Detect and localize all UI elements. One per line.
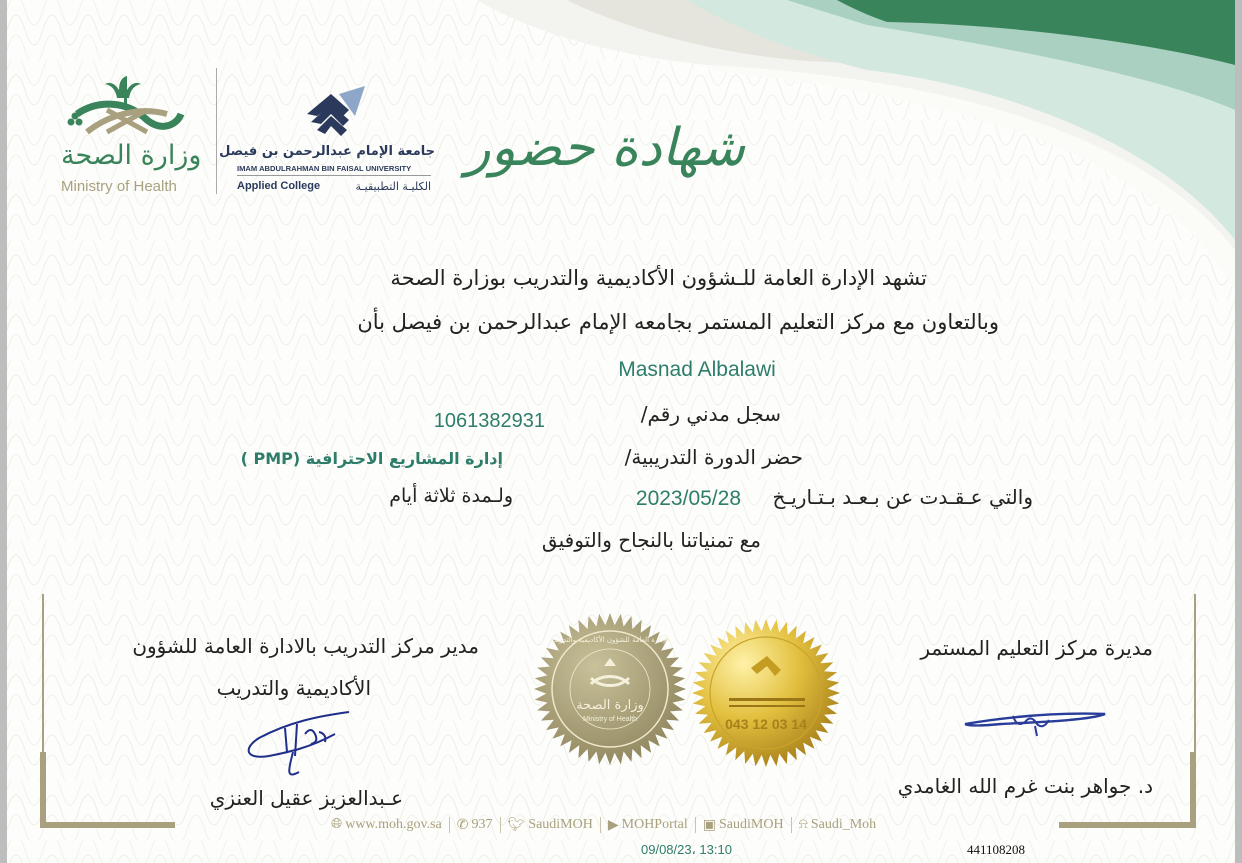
footer-contact-twitter[interactable]	[508, 817, 593, 834]
footer-contacts	[331, 815, 911, 835]
moh-logo	[47, 70, 207, 200]
certificate-statement-line-2: وبالتعاون مع مركز التعليم المستمر بجامعه الإمام عبدالرحمن بن فيصل بأن	[357, 310, 999, 334]
national-id-label: سجل مدني رقم/	[640, 402, 781, 426]
print-timestamp: 09/08/23، 13:10	[641, 842, 732, 857]
footer-separator	[695, 817, 696, 833]
university-seal-starburst-icon	[691, 618, 841, 768]
footer-contact-phone	[457, 817, 493, 834]
left-signatory-title-line-1: مدير مركز التدريب بالادارة العامة للشؤون	[132, 634, 479, 658]
footer-contact-youtube[interactable]	[608, 817, 688, 834]
college-name-english: Applied College	[237, 180, 321, 192]
footer-contact-instagram[interactable]	[703, 817, 784, 834]
website-link[interactable]: www.moh.gov.sa	[345, 817, 442, 832]
moh-seal	[533, 612, 687, 766]
snapchat-icon: ⍾	[798, 817, 808, 832]
college-name-arabic: الكليـة التطبيقيـة	[355, 180, 431, 193]
university-logo-rule	[237, 175, 431, 176]
closing-wishes: مع تمنياتنا بالنجاح والتوفيق	[541, 528, 761, 552]
left-signature	[239, 708, 351, 786]
university-seal-number: 043 12 03 14	[725, 716, 807, 732]
footer-contact-website[interactable]	[331, 817, 442, 833]
left-signatory-name: عـبدالعزيز عقيل العنزي	[209, 786, 403, 810]
left-signatory-title-line-2: الأكاديمية والتدريب	[216, 676, 371, 700]
certificate-serial-number: 441108208	[967, 842, 1026, 857]
moh-seal-arabic: وزارة الصحة	[576, 698, 644, 713]
footer-separator	[500, 817, 501, 833]
national-id-value: 1061382931	[433, 410, 545, 432]
twitter-handle[interactable]: SaudiMOH	[528, 817, 593, 832]
instagram-handle[interactable]: SaudiMOH	[719, 817, 784, 832]
right-signatory-title: مديرة مركز التعليم المستمر	[920, 636, 1153, 660]
youtube-icon: ▶	[607, 817, 619, 833]
phone-icon: ✆	[456, 817, 469, 833]
date-label: والتي عـقـدت عن بـعـد بـتـاريـخ	[772, 485, 1033, 509]
snapchat-handle[interactable]: Saudi_Moh	[810, 817, 877, 832]
right-signatory-name: د. جواهر بنت غرم الله الغامدي	[897, 774, 1153, 798]
certificate-title: شهادة حضور	[465, 118, 745, 178]
university-emblem-icon	[297, 84, 377, 144]
footer-separator	[791, 817, 792, 833]
university-logo	[219, 84, 435, 199]
youtube-handle[interactable]: MOHPortal	[621, 817, 688, 832]
university-name-english: IMAM ABDULRAHMAN BIN FAISAL UNIVERSITY	[237, 164, 412, 173]
moh-emblem-icon	[47, 70, 207, 140]
university-name-arabic: جامعة الإمام عبدالرحمن بن فيصل	[219, 144, 435, 159]
left-corner-frame	[37, 592, 177, 832]
recipient-name: Masnad Albalawi	[618, 358, 776, 381]
footer-separator	[449, 817, 450, 833]
certificate-statement-line-1: تشهد الإدارة العامة للـشؤون الأكاديمية والتدريب بوزارة الصحة	[390, 266, 927, 290]
university-seal	[691, 618, 841, 768]
footer-contact-snapchat[interactable]	[799, 817, 877, 833]
logo-divider	[216, 68, 217, 194]
phone-number: 937	[471, 817, 493, 832]
course-label: حضر الدورة التدريبية/	[624, 445, 803, 469]
moh-seal-ring-text: الإدارة العامة للشؤون الأكاديمية والتدريب	[550, 636, 670, 644]
twitter-icon: 🐦︎	[507, 817, 526, 833]
moh-seal-english: Ministry of Health	[582, 716, 638, 723]
course-name: إدارة المشاريع الاحترافية (PMP )	[240, 449, 503, 468]
moh-logo-english: Ministry of Health	[61, 178, 177, 195]
globe-icon: 🌐︎	[331, 817, 343, 832]
instagram-icon: ▣	[702, 817, 716, 833]
right-signature	[961, 704, 1111, 740]
moh-logo-arabic: وزارة الصحة	[61, 140, 202, 171]
course-duration: ولـمدة ثلاثة أيام	[389, 485, 513, 507]
course-date: 2023/05/28	[635, 487, 741, 510]
certificate-page	[7, 0, 1235, 863]
footer-separator	[600, 817, 601, 833]
